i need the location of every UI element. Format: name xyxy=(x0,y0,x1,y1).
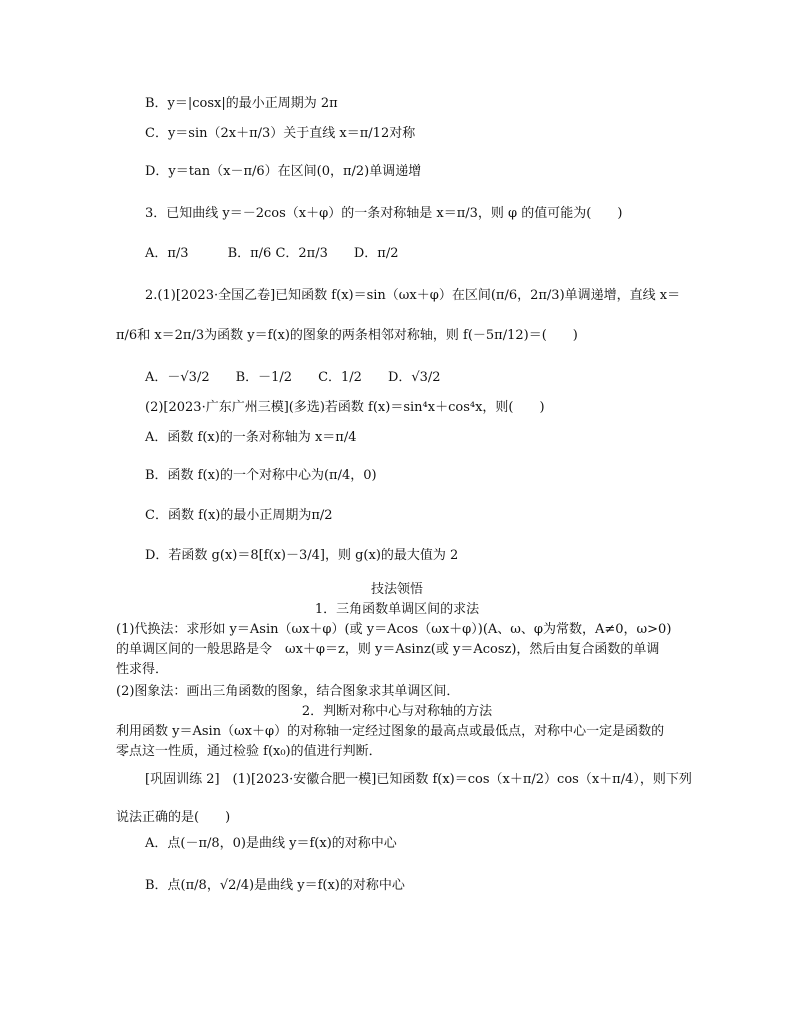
subheading-1: 1．三角函数单调区间的求法 xyxy=(314,602,480,617)
question-3-line: 3．已知曲线 y＝－2cos（x＋φ）的一条对称轴是 x＝π/3，则 φ 的值可能为( ) xyxy=(145,206,623,221)
method-1-line-1: (1)代换法：求形如 y＝Asin（ωx＋φ）(或 y＝Acos（ωx＋φ）)(A、ω、φ为常数，A≠0，ω>0) xyxy=(116,622,672,637)
question-2-2-option-d: D．若函数 g(x)＝8[f(x)－3/4]，则 g(x)的最大值为 2 xyxy=(145,548,459,563)
option-b-line: B．y＝|cosx|的最小正周期为 2π xyxy=(145,96,338,111)
practice-2-option-b: B．点(π/8，√2/4)是曲线 y＝f(x)的对称中心 xyxy=(145,878,405,893)
practice-2-option-a: A．点(－π/8，0)是曲线 y＝f(x)的对称中心 xyxy=(145,836,397,851)
question-2-2-option-a: A．函数 f(x)的一条对称轴为 x＝π/4 xyxy=(145,430,357,445)
symmetry-method-line-1: 利用函数 y＝Asin（ωx＋φ）的对称轴一定经过图象的最高点或最低点，对称中心一定是函数的 xyxy=(116,724,665,739)
section-heading: 技法领悟 xyxy=(370,582,423,597)
option-c-line: C．y＝sin（2x＋π/3）关于直线 x＝π/12对称 xyxy=(145,126,416,141)
symmetry-method-line-2: 零点这一性质，通过检验 f(x₀)的值进行判断． xyxy=(116,744,382,759)
practice-2-continued: 说法正确的是( ) xyxy=(116,810,231,825)
question-2-2-line: (2)[2023·广东广州三模](多选)若函数 f(x)＝sin⁴x＋cos⁴x，则( ) xyxy=(145,400,545,415)
question-2-1-continued: π/6和 x＝2π/3为函数 y＝f(x)的图象的两条相邻对称轴，则 f(－5π/12)＝( ) xyxy=(116,328,578,343)
option-d-line: D．y＝tan（x－π/6）在区间(0，π/2)单调递增 xyxy=(145,164,422,179)
subheading-2: 2．判断对称中心与对称轴的方法 xyxy=(301,704,493,719)
method-1-line-2: 的单调区间的一般思路是令 ωx＋φ＝z，则 y＝Asinz(或 y＝Acosz)，然后由复合函数的单调 xyxy=(116,642,660,657)
method-1-line-3: 性求得． xyxy=(116,662,169,677)
question-2-2-option-b: B．函数 f(x)的一个对称中心为(π/4，0) xyxy=(145,468,377,483)
question-2-1-line: 2.(1)[2023·全国乙卷]已知函数 f(x)＝sin（ωx＋φ）在区间(π/6，2π/3)单调递增，直线 x＝ xyxy=(145,288,681,303)
method-2-line: (2)图象法：画出三角函数的图象，结合图象求其单调区间． xyxy=(116,684,460,699)
practice-2-line: [巩固训练 2] (1)[2023·安徽合肥一模]已知函数 f(x)＝cos（x＋π/2）cos（x＋π/4），则下列 xyxy=(145,772,692,787)
question-3-options: A．π/3 B．π/6 C．2π/3 D．π/2 xyxy=(145,246,399,261)
question-2-1-options: A．－√3/2 B．－1/2 C．1/2 D．√3/2 xyxy=(145,370,441,385)
question-2-2-option-c: C．函数 f(x)的最小正周期为π/2 xyxy=(145,508,333,523)
